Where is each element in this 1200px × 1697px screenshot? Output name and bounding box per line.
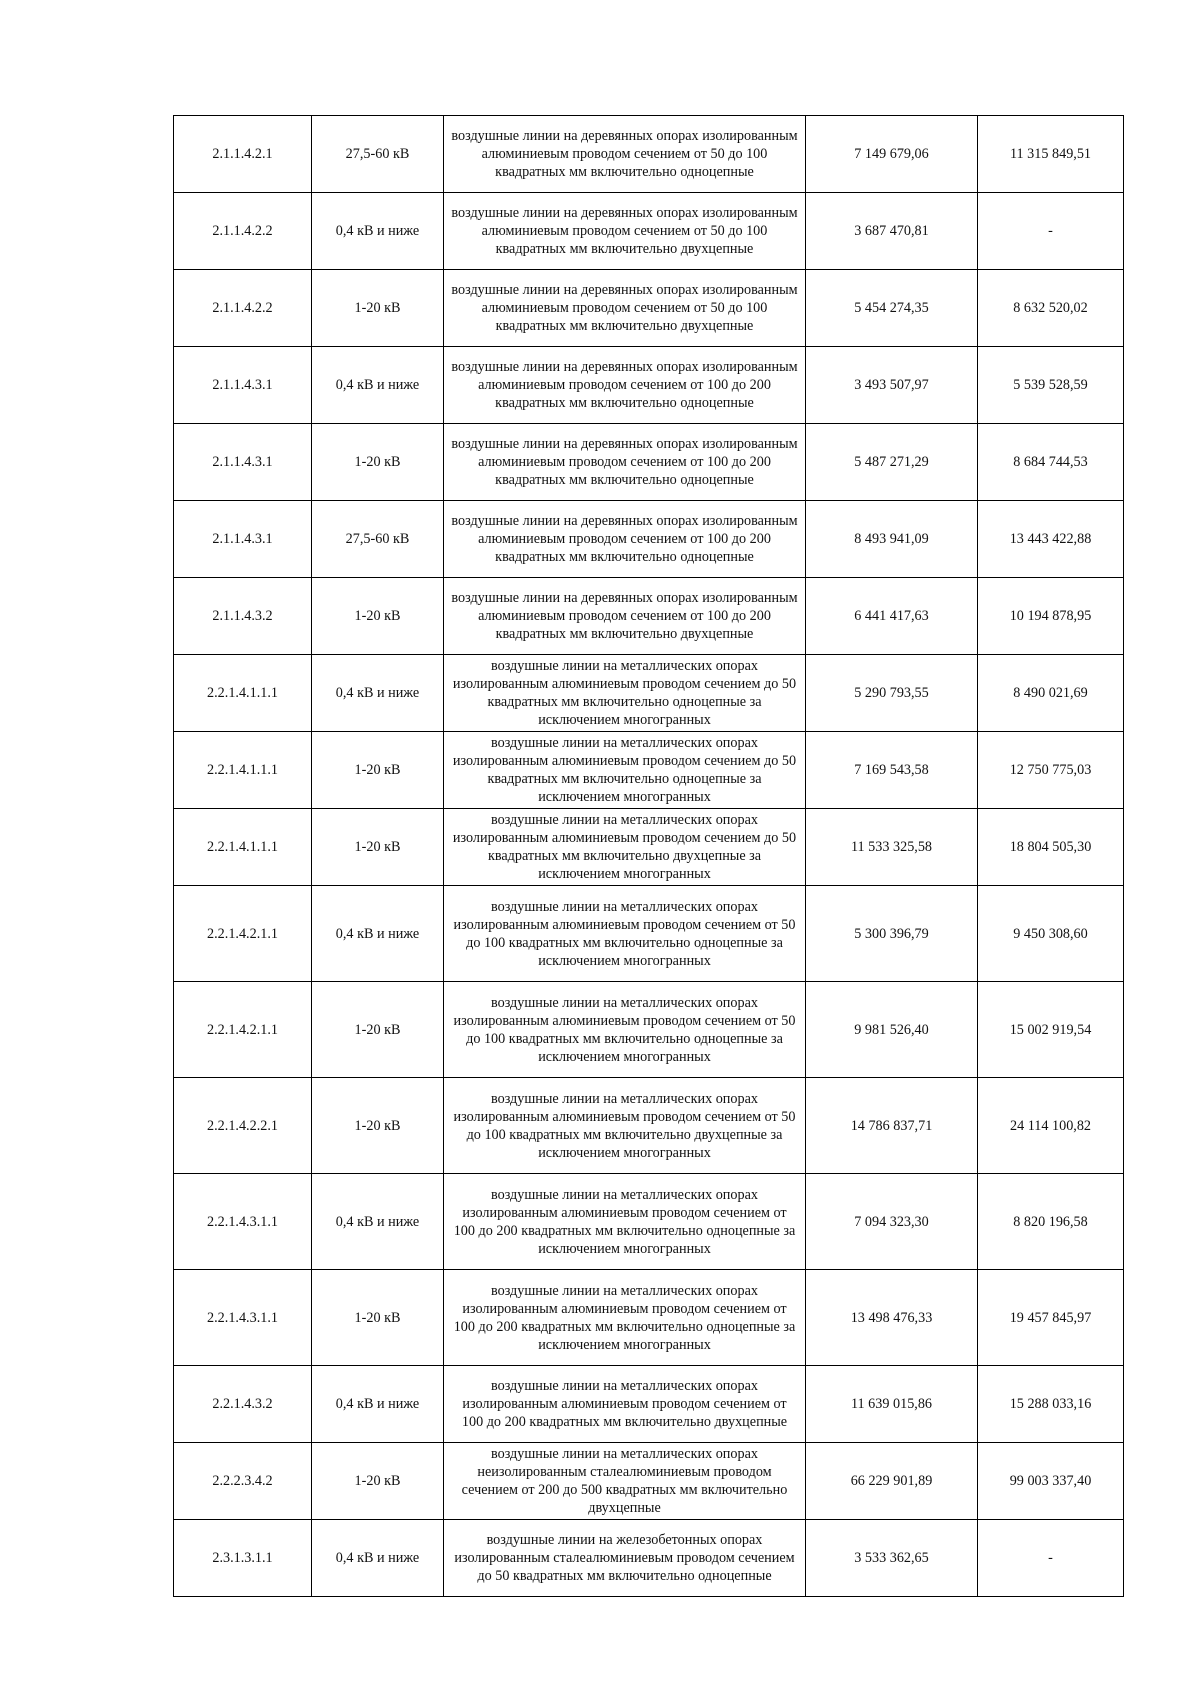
row-value-2: - xyxy=(978,1520,1124,1597)
row-code: 2.2.1.4.3.1.1 xyxy=(174,1174,312,1270)
row-value-2: 15 288 033,16 xyxy=(978,1366,1124,1443)
row-description: воздушные линии на деревянных опорах изолированным алюминиевым проводом сечением от 50 до 100 квадратных мм включительно двухцепные xyxy=(444,193,806,270)
row-value-1: 7 169 543,58 xyxy=(806,732,978,809)
row-voltage: 1-20 кВ xyxy=(312,270,444,347)
row-voltage: 1-20 кВ xyxy=(312,732,444,809)
table-row xyxy=(174,982,1124,1078)
table-row xyxy=(174,1520,1124,1597)
row-code: 2.2.1.4.3.1.1 xyxy=(174,1270,312,1366)
row-value-1: 8 493 941,09 xyxy=(806,501,978,578)
row-value-1: 7 149 679,06 xyxy=(806,116,978,193)
table-row xyxy=(174,270,1124,347)
row-code: 2.2.1.4.2.1.1 xyxy=(174,886,312,982)
row-description: воздушные линии на металлических опорах изолированным алюминиевым проводом сечением от 50 до 100 квадратных мм включительно одноцепные за исключением многогранных xyxy=(444,886,806,982)
row-value-1: 9 981 526,40 xyxy=(806,982,978,1078)
table-row xyxy=(174,501,1124,578)
row-description: воздушные линии на металлических опорах изолированным алюминиевым проводом сечением от 100 до 200 квадратных мм включительно одноцепные за исключением многогранных xyxy=(444,1270,806,1366)
row-code: 2.2.1.4.2.1.1 xyxy=(174,982,312,1078)
row-value-2: 9 450 308,60 xyxy=(978,886,1124,982)
table-row xyxy=(174,578,1124,655)
row-voltage: 1-20 кВ xyxy=(312,1270,444,1366)
row-description: воздушные линии на деревянных опорах изолированным алюминиевым проводом сечением от 50 до 100 квадратных мм включительно одноцепные xyxy=(444,116,806,193)
table-row xyxy=(174,193,1124,270)
row-voltage: 1-20 кВ xyxy=(312,1443,444,1520)
row-description: воздушные линии на металлических опорах изолированным алюминиевым проводом сечением от 50 до 100 квадратных мм включительно двухцепные за исключением многогранных xyxy=(444,1078,806,1174)
row-description: воздушные линии на металлических опорах изолированным алюминиевым проводом сечением от 100 до 200 квадратных мм включительно двухцепные xyxy=(444,1366,806,1443)
table-row xyxy=(174,809,1124,886)
row-value-2: 18 804 505,30 xyxy=(978,809,1124,886)
row-value-2: 10 194 878,95 xyxy=(978,578,1124,655)
table-row xyxy=(174,116,1124,193)
row-code: 2.2.1.4.1.1.1 xyxy=(174,732,312,809)
row-value-2: 13 443 422,88 xyxy=(978,501,1124,578)
row-voltage: 1-20 кВ xyxy=(312,424,444,501)
row-voltage: 0,4 кВ и ниже xyxy=(312,1366,444,1443)
row-description: воздушные линии на железобетонных опорах изолированным сталеалюминиевым проводом сечением до 50 квадратных мм включительно одноцепные xyxy=(444,1520,806,1597)
row-voltage: 0,4 кВ и ниже xyxy=(312,193,444,270)
table-row xyxy=(174,1270,1124,1366)
row-voltage: 1-20 кВ xyxy=(312,578,444,655)
row-value-1: 3 493 507,97 xyxy=(806,347,978,424)
table-row xyxy=(174,347,1124,424)
row-value-2: 99 003 337,40 xyxy=(978,1443,1124,1520)
row-value-1: 7 094 323,30 xyxy=(806,1174,978,1270)
row-description: воздушные линии на металлических опорах изолированным алюминиевым проводом сечением от 100 до 200 квадратных мм включительно одноцепные за исключением многогранных xyxy=(444,1174,806,1270)
row-description: воздушные линии на деревянных опорах изолированным алюминиевым проводом сечением от 100 до 200 квадратных мм включительно одноцепные xyxy=(444,501,806,578)
row-value-1: 3 533 362,65 xyxy=(806,1520,978,1597)
row-value-2: 5 539 528,59 xyxy=(978,347,1124,424)
row-voltage: 1-20 кВ xyxy=(312,1078,444,1174)
row-code: 2.1.1.4.3.1 xyxy=(174,424,312,501)
row-description: воздушные линии на деревянных опорах изолированным алюминиевым проводом сечением от 100 до 200 квадратных мм включительно одноцепные xyxy=(444,424,806,501)
row-value-1: 5 290 793,55 xyxy=(806,655,978,732)
table-row xyxy=(174,886,1124,982)
row-voltage: 1-20 кВ xyxy=(312,809,444,886)
row-value-1: 13 498 476,33 xyxy=(806,1270,978,1366)
table-row xyxy=(174,1174,1124,1270)
row-voltage: 0,4 кВ и ниже xyxy=(312,886,444,982)
table-row xyxy=(174,655,1124,732)
table-row xyxy=(174,424,1124,501)
row-code: 2.2.1.4.3.2 xyxy=(174,1366,312,1443)
row-value-2: 15 002 919,54 xyxy=(978,982,1124,1078)
row-value-1: 6 441 417,63 xyxy=(806,578,978,655)
row-value-2: 19 457 845,97 xyxy=(978,1270,1124,1366)
row-value-2: 8 632 520,02 xyxy=(978,270,1124,347)
row-value-2: 24 114 100,82 xyxy=(978,1078,1124,1174)
row-description: воздушные линии на металлических опорах изолированным алюминиевым проводом сечением до 50 квадратных мм включительно двухцепные за исключением многогранных xyxy=(444,809,806,886)
table-row xyxy=(174,1443,1124,1520)
row-code: 2.1.1.4.3.1 xyxy=(174,347,312,424)
row-value-2: 8 490 021,69 xyxy=(978,655,1124,732)
table-row xyxy=(174,732,1124,809)
row-value-1: 11 639 015,86 xyxy=(806,1366,978,1443)
row-value-1: 11 533 325,58 xyxy=(806,809,978,886)
row-value-1: 66 229 901,89 xyxy=(806,1443,978,1520)
row-code: 2.2.2.3.4.2 xyxy=(174,1443,312,1520)
row-value-2: - xyxy=(978,193,1124,270)
row-voltage: 0,4 кВ и ниже xyxy=(312,347,444,424)
table-row xyxy=(174,1078,1124,1174)
table-row xyxy=(174,1366,1124,1443)
row-code: 2.2.1.4.2.2.1 xyxy=(174,1078,312,1174)
row-voltage: 0,4 кВ и ниже xyxy=(312,655,444,732)
row-voltage: 0,4 кВ и ниже xyxy=(312,1520,444,1597)
row-value-2: 8 820 196,58 xyxy=(978,1174,1124,1270)
row-code: 2.2.1.4.1.1.1 xyxy=(174,809,312,886)
row-value-1: 5 300 396,79 xyxy=(806,886,978,982)
row-description: воздушные линии на деревянных опорах изолированным алюминиевым проводом сечением от 100 до 200 квадратных мм включительно двухцепные xyxy=(444,578,806,655)
row-voltage: 1-20 кВ xyxy=(312,982,444,1078)
row-voltage: 0,4 кВ и ниже xyxy=(312,1174,444,1270)
row-code: 2.1.1.4.2.2 xyxy=(174,193,312,270)
row-value-2: 8 684 744,53 xyxy=(978,424,1124,501)
row-description: воздушные линии на металлических опорах изолированным алюминиевым проводом сечением от 50 до 100 квадратных мм включительно одноцепные за исключением многогранных xyxy=(444,982,806,1078)
row-code: 2.1.1.4.3.1 xyxy=(174,501,312,578)
row-code: 2.1.1.4.3.2 xyxy=(174,578,312,655)
row-code: 2.1.1.4.2.1 xyxy=(174,116,312,193)
row-description: воздушные линии на металлических опорах изолированным алюминиевым проводом сечением до 50 квадратных мм включительно одноцепные за исключением многогранных xyxy=(444,655,806,732)
row-code: 2.1.1.4.2.2 xyxy=(174,270,312,347)
row-description: воздушные линии на металлических опорах неизолированным сталеалюминиевым проводом сечением от 200 до 500 квадратных мм включительно двухцепные xyxy=(444,1443,806,1520)
row-description: воздушные линии на деревянных опорах изолированным алюминиевым проводом сечением от 100 до 200 квадратных мм включительно одноцепные xyxy=(444,347,806,424)
row-value-1: 5 454 274,35 xyxy=(806,270,978,347)
row-description: воздушные линии на деревянных опорах изолированным алюминиевым проводом сечением от 50 до 100 квадратных мм включительно двухцепные xyxy=(444,270,806,347)
row-code: 2.2.1.4.1.1.1 xyxy=(174,655,312,732)
row-description: воздушные линии на металлических опорах изолированным алюминиевым проводом сечением до 50 квадратных мм включительно одноцепные за исключением многогранных xyxy=(444,732,806,809)
row-value-1: 5 487 271,29 xyxy=(806,424,978,501)
rates-table xyxy=(173,115,1124,1597)
row-code: 2.3.1.3.1.1 xyxy=(174,1520,312,1597)
row-value-2: 11 315 849,51 xyxy=(978,116,1124,193)
row-voltage: 27,5-60 кВ xyxy=(312,116,444,193)
row-value-1: 3 687 470,81 xyxy=(806,193,978,270)
row-value-2: 12 750 775,03 xyxy=(978,732,1124,809)
row-voltage: 27,5-60 кВ xyxy=(312,501,444,578)
row-value-1: 14 786 837,71 xyxy=(806,1078,978,1174)
